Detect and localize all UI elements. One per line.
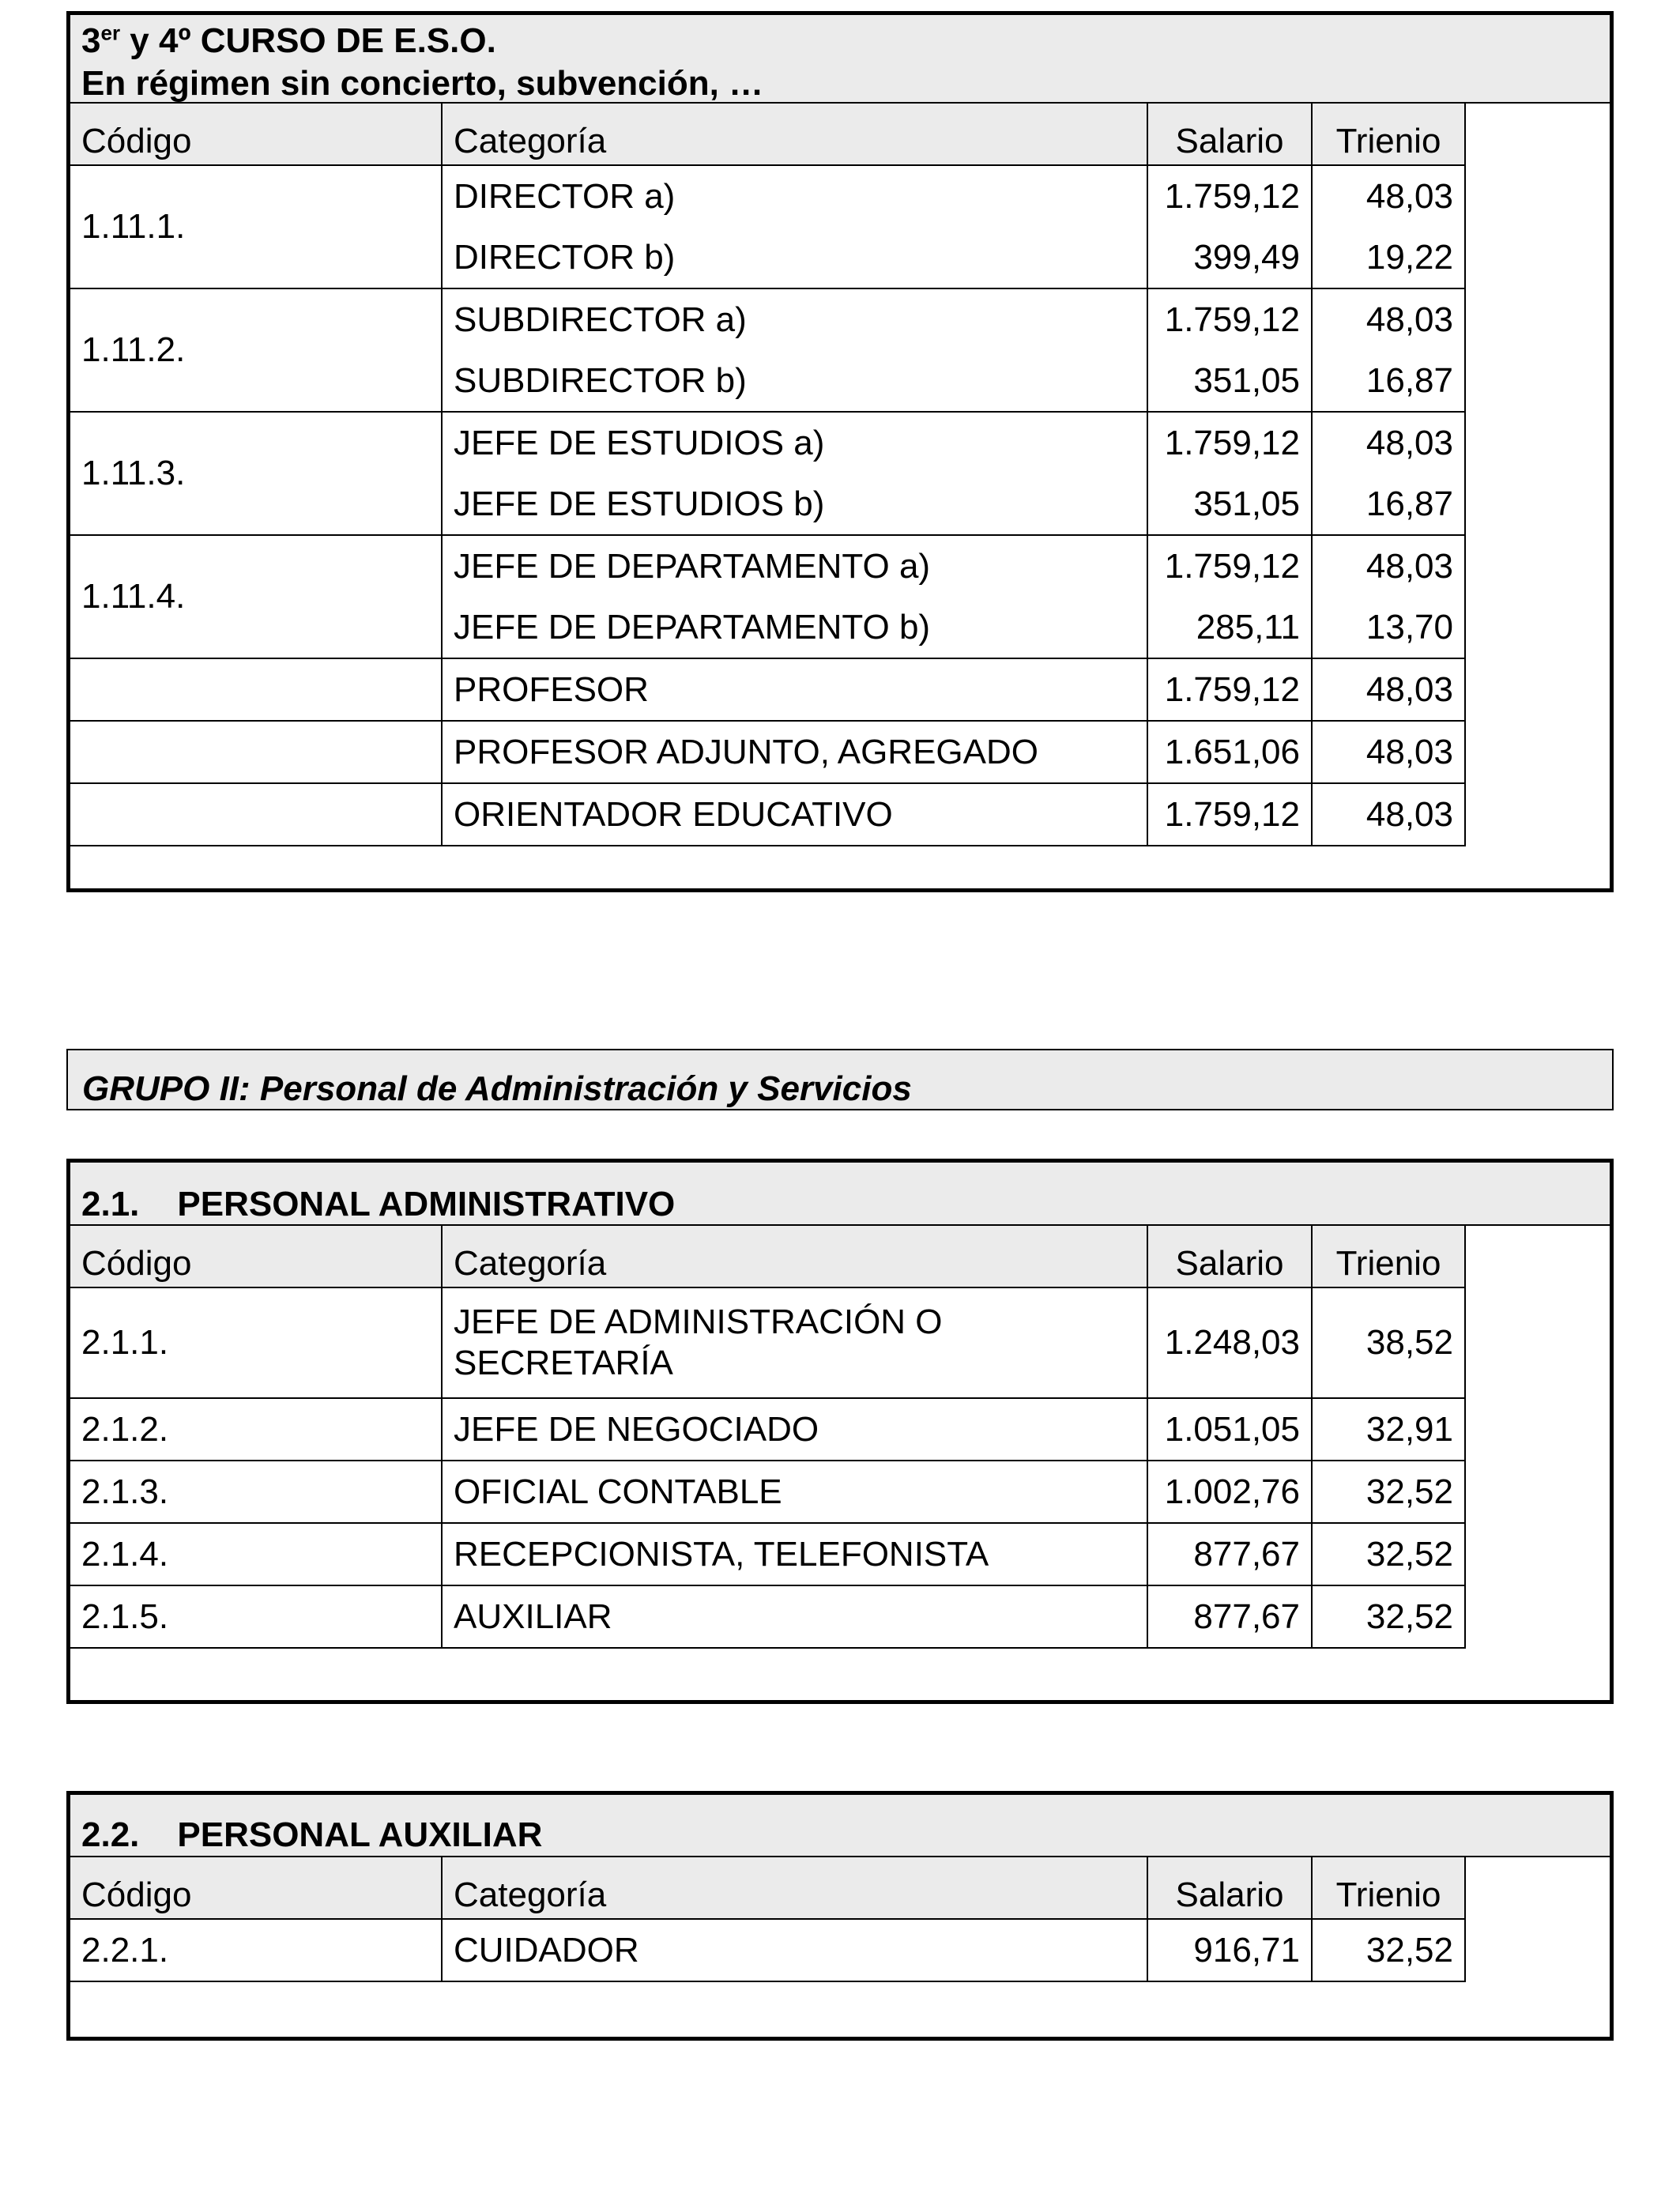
row-category: DIRECTOR a) [442,165,1147,227]
table-row [70,165,1465,227]
row-triennium: 32,91 [1312,1398,1465,1461]
row-code: 2.1.3. [70,1461,442,1523]
row-category: SUBDIRECTOR b) [442,350,1147,412]
header-category: Categoría [442,1226,1147,1287]
aux-table-body [70,1919,1465,1981]
aux-section-title [70,1795,1610,1857]
table-row [70,1398,1465,1461]
eso-title-text: y 4º CURSO DE E.S.O. [120,21,496,60]
row-category: JEFE DE ESTUDIOS b) [442,473,1147,535]
row-code [70,658,442,721]
row-salary: 1.248,03 [1147,1287,1312,1398]
row-triennium: 48,03 [1312,783,1465,846]
table-row [70,535,1465,597]
eso-table [70,104,1466,846]
row-category: JEFE DE NEGOCIADO [442,1398,1147,1461]
row-category: JEFE DE ESTUDIOS a) [442,412,1147,473]
row-triennium: 16,87 [1312,350,1465,412]
table-row [70,1523,1465,1585]
row-triennium: 32,52 [1312,1585,1465,1648]
aux-table [70,1857,1466,1982]
header-triennium: Trienio [1312,1857,1465,1919]
table-row [70,721,1465,783]
row-triennium: 32,52 [1312,1919,1465,1981]
row-salary: 877,67 [1147,1585,1312,1648]
row-category: DIRECTOR b) [442,227,1147,288]
row-salary: 1.759,12 [1147,412,1312,473]
row-code: 1.11.3. [70,412,442,535]
table-row [70,1585,1465,1648]
row-salary: 877,67 [1147,1523,1312,1585]
eso-table-body [70,165,1465,846]
row-salary: 1.759,12 [1147,288,1312,350]
row-salary: 1.759,12 [1147,165,1312,227]
row-triennium: 32,52 [1312,1461,1465,1523]
eso-title-superscript: er [100,21,121,45]
eso-section [66,11,1614,892]
table-row [70,1919,1465,1981]
aux-section [66,1791,1614,2041]
admin-section [66,1159,1614,1704]
header-code: Código [70,1226,442,1287]
row-category: JEFE DE DEPARTAMENTO a) [442,535,1147,597]
row-triennium: 38,52 [1312,1287,1465,1398]
row-triennium: 48,03 [1312,535,1465,597]
row-salary: 1.759,12 [1147,658,1312,721]
table-row [70,288,1465,350]
row-triennium: 48,03 [1312,658,1465,721]
row-triennium: 48,03 [1312,288,1465,350]
eso-header-row [70,104,1465,165]
row-triennium: 48,03 [1312,412,1465,473]
grupo-ii-title: GRUPO II: Personal de Administración y Servicios [66,1049,1614,1110]
aux-header-row [70,1857,1465,1919]
row-salary: 1.759,12 [1147,535,1312,597]
row-category: AUXILIAR [442,1585,1147,1648]
table-row [70,412,1465,473]
admin-table [70,1226,1466,1649]
header-triennium: Trienio [1312,104,1465,165]
row-code: 2.2.1. [70,1919,442,1981]
row-code: 2.1.1. [70,1287,442,1398]
row-salary: 1.002,76 [1147,1461,1312,1523]
admin-section-name: PERSONAL ADMINISTRATIVO [177,1185,676,1223]
row-category: PROFESOR [442,658,1147,721]
row-salary: 1.651,06 [1147,721,1312,783]
admin-table-body [70,1287,1465,1648]
table-row [70,1287,1465,1398]
row-category: OFICIAL CONTABLE [442,1461,1147,1523]
header-triennium: Trienio [1312,1226,1465,1287]
row-code: 1.11.2. [70,288,442,412]
header-code: Código [70,104,442,165]
row-salary: 351,05 [1147,473,1312,535]
header-salary: Salario [1147,1857,1312,1919]
eso-section-title [70,15,1610,104]
row-category: ORIENTADOR EDUCATIVO [442,783,1147,846]
row-code [70,783,442,846]
row-salary: 351,05 [1147,350,1312,412]
row-triennium: 13,70 [1312,597,1465,658]
row-code: 2.1.2. [70,1398,442,1461]
row-triennium: 16,87 [1312,473,1465,535]
row-code: 1.11.1. [70,165,442,288]
row-triennium: 19,22 [1312,227,1465,288]
row-salary: 399,49 [1147,227,1312,288]
row-salary: 1.759,12 [1147,783,1312,846]
row-triennium: 48,03 [1312,165,1465,227]
admin-section-title [70,1163,1610,1226]
row-category: JEFE DE ADMINISTRACIÓN O SECRETARÍA [442,1287,1147,1398]
row-code: 2.1.4. [70,1523,442,1585]
row-category: JEFE DE DEPARTAMENTO b) [442,597,1147,658]
row-salary: 916,71 [1147,1919,1312,1981]
row-category: SUBDIRECTOR a) [442,288,1147,350]
row-category: CUIDADOR [442,1919,1147,1981]
row-code [70,721,442,783]
header-salary: Salario [1147,104,1312,165]
aux-section-number: 2.2. [81,1815,140,1854]
table-row [70,1461,1465,1523]
table-row [70,658,1465,721]
row-code: 1.11.4. [70,535,442,658]
row-category: PROFESOR ADJUNTO, AGREGADO [442,721,1147,783]
eso-title-line1 [81,20,1610,62]
header-category: Categoría [442,1857,1147,1919]
admin-section-number: 2.1. [81,1185,140,1223]
header-category: Categoría [442,104,1147,165]
row-salary: 285,11 [1147,597,1312,658]
admin-header-row [70,1226,1465,1287]
header-salary: Salario [1147,1226,1312,1287]
row-code: 2.1.5. [70,1585,442,1648]
eso-title-number: 3 [81,21,101,60]
row-category: RECEPCIONISTA, TELEFONISTA [442,1523,1147,1585]
eso-title-line2: En régimen sin concierto, subvención, … [81,64,764,103]
aux-section-name: PERSONAL AUXILIAR [177,1815,543,1854]
row-triennium: 32,52 [1312,1523,1465,1585]
row-triennium: 48,03 [1312,721,1465,783]
row-salary: 1.051,05 [1147,1398,1312,1461]
header-code: Código [70,1857,442,1919]
table-row [70,783,1465,846]
